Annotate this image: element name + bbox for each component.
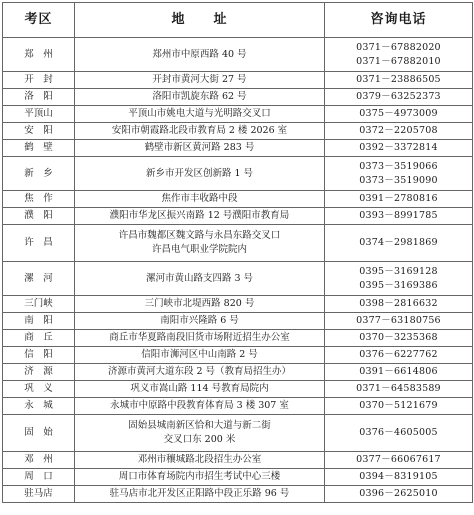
address-line: 鹤壁市新区黄河路 283 号 [144,142,255,153]
cell-phone [325,364,473,381]
cell-phone [325,225,473,262]
phone-number: 0373－3519066 [359,160,438,172]
address-line: 焦作市丰收路中段 [161,193,238,204]
address-line: 洛阳市凯旋东路 62 号 [152,91,247,102]
table-row [3,123,473,140]
cell-phone [325,208,473,225]
cell-address [75,381,325,398]
cell-area: 永 城 [3,398,75,415]
table-row [3,72,473,89]
phone-number: 0373－3519090 [359,174,438,186]
cell-address [75,486,325,503]
phone-number: 0396－2625010 [359,488,438,499]
table-row [3,452,473,469]
cell-area: 鹤 壁 [3,140,75,157]
address-line: 永城市中原路中段教育体育局 3 楼 307 室 [110,400,289,411]
address-line: 安阳市朝霞路北段市教育局 2 楼 2026 室 [111,125,288,136]
cell-address [75,140,325,157]
cell-area: 济 源 [3,364,75,381]
cell-address [75,123,325,140]
table-row [3,469,473,486]
phone-number: 0371－67882020 [356,41,441,53]
cell-area: 新 乡 [3,157,75,191]
exam-contact-table [2,2,473,503]
cell-area: 固 始 [3,415,75,452]
table-row [3,38,473,72]
cell-area: 焦 作 [3,191,75,208]
cell-area: 三门峡 [3,296,75,313]
cell-area: 郑 州 [3,38,75,72]
cell-phone [325,140,473,157]
cell-area: 信 阳 [3,347,75,364]
cell-address [75,398,325,415]
address-line: 巩义市嵩山路 114 号教育局院内 [130,383,269,394]
cell-address [75,38,325,72]
table-row [3,364,473,381]
cell-phone [325,347,473,364]
cell-area: 周 口 [3,469,75,486]
cell-address [75,208,325,225]
table-row [3,415,473,452]
address-line: 信阳市浉河区中山南路 2 号 [141,349,258,360]
cell-phone [325,330,473,347]
cell-phone [325,191,473,208]
cell-area: 平顶山 [3,106,75,123]
cell-address [75,89,325,106]
phone-number: 0393－8991785 [359,210,438,221]
table-row [3,381,473,398]
cell-address [75,415,325,452]
cell-phone [325,313,473,330]
cell-phone [325,262,473,296]
cell-phone [325,157,473,191]
address-line: 平顶山市姚电大道与光明路交叉口 [128,108,271,119]
address-line: 商丘市华夏路南段旧货市场附近招生办公室 [109,332,290,343]
phone-number: 0394－8319105 [359,471,438,482]
exam-contact-table-container [2,2,473,503]
phone-number: 0375－4973009 [359,108,438,119]
phone-number: 0391－2780816 [359,193,438,204]
cell-phone [325,469,473,486]
address-line: 邓州市穰城路北段招生办公室 [137,454,262,465]
address-line: 固始县城南新区恰和大道与新二街 [128,420,271,431]
phone-number: 0377－66067617 [356,454,441,465]
cell-area: 濮 阳 [3,208,75,225]
cell-phone [325,398,473,415]
phone-number: 0398－2816632 [359,298,438,309]
cell-address [75,106,325,123]
cell-phone [325,415,473,452]
phone-number: 0376－4605005 [359,427,438,438]
cell-phone [325,106,473,123]
cell-address [75,347,325,364]
address-line: 济源市黄河大道东段 2 号（教育局招生办） [107,366,292,377]
cell-address [75,225,325,262]
cell-address [75,469,325,486]
phone-number: 0371－64583589 [356,383,441,394]
phone-number: 0372－2205708 [359,125,438,136]
table-row [3,330,473,347]
phone-number: 0374－2981869 [359,237,438,248]
table-row [3,89,473,106]
cell-area: 驻马店 [3,486,75,503]
address-line: 开封市黄河大街 27 号 [152,74,247,85]
table-row [3,106,473,123]
table-row [3,225,473,262]
cell-area: 许 昌 [3,225,75,262]
phone-number: 0395－3169386 [359,279,438,291]
table-body [3,38,473,503]
address-line: 漯河市黄山路支四路 3 号 [145,272,254,284]
cell-phone [325,89,473,106]
address-line: 许昌电气职业学院院内 [151,244,247,255]
cell-address [75,296,325,313]
phone-number: 0395－3169128 [359,265,438,277]
cell-area: 安 阳 [3,123,75,140]
header-area: 考区 [3,3,75,38]
cell-address [75,157,325,191]
address-line: 郑州市中原西路 40 号 [152,48,247,60]
table-row [3,191,473,208]
table-row [3,262,473,296]
address-line: 许昌市魏都区魏文路与永昌东路交叉口 [118,230,281,241]
address-line: 南阳市兴隆路 6 号 [160,315,239,326]
header-row [3,3,473,38]
cell-address [75,72,325,89]
cell-phone [325,452,473,469]
table-row [3,157,473,191]
phone-number: 0370－5121679 [359,400,438,411]
cell-address [75,262,325,296]
table-row [3,208,473,225]
address-line: 交叉口东 200 米 [163,434,236,445]
header-phone: 咨询电话 [325,3,473,38]
table-row [3,347,473,364]
phone-number: 0391－6614806 [359,366,438,377]
phone-number: 0376－6227762 [359,349,438,360]
cell-area: 巩 义 [3,381,75,398]
cell-phone [325,123,473,140]
phone-number: 0379－63252373 [356,91,441,102]
cell-phone [325,296,473,313]
cell-address [75,452,325,469]
phone-number: 0370－3235368 [359,332,438,343]
cell-area: 邓 州 [3,452,75,469]
cell-address [75,191,325,208]
phone-number: 0371－67882010 [356,55,441,67]
cell-phone [325,72,473,89]
cell-area: 南 阳 [3,313,75,330]
phone-number: 0371－23886505 [356,74,441,85]
cell-address [75,313,325,330]
table-row [3,486,473,503]
cell-area: 漯 河 [3,262,75,296]
cell-area: 商 丘 [3,330,75,347]
table-row [3,398,473,415]
cell-area: 开 封 [3,72,75,89]
address-line: 周口市体育场院内市招生考试中心三楼 [118,471,281,482]
address-line: 濮阳市华龙区振兴南路 12 号濮阳市教育局 [109,210,290,221]
cell-area: 洛 阳 [3,89,75,106]
header-address: 地 址 [75,3,325,38]
table-row [3,313,473,330]
address-line: 新乡市开发区创新路 1 号 [145,167,254,179]
table-row [3,296,473,313]
cell-address [75,364,325,381]
phone-number: 0392－3372814 [359,142,438,153]
cell-phone [325,381,473,398]
cell-address [75,330,325,347]
cell-phone [325,38,473,72]
address-line: 驻马店市北开发区正阳路中段正乐路 96 号 [109,488,290,499]
phone-number: 0377－63180756 [356,315,441,326]
address-line: 三门峡市北堤西路 820 号 [144,298,255,309]
cell-phone [325,486,473,503]
table-row [3,140,473,157]
